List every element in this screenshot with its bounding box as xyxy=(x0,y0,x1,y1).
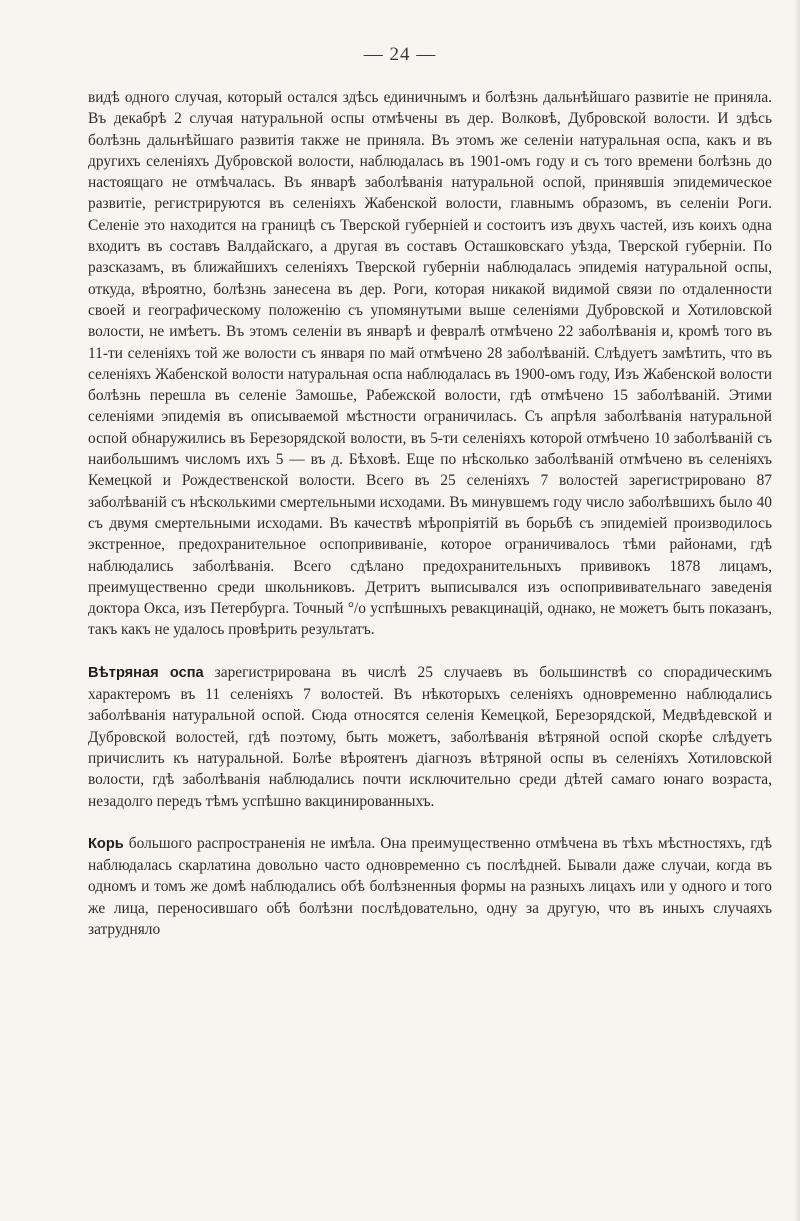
paragraph-smallpox xyxy=(88,87,772,641)
paragraph-chickenpox-heading: Вѣтряная оспа xyxy=(88,664,204,681)
page-edge-shadow xyxy=(794,0,800,1221)
paragraph-smallpox-text: видѣ одного случая, который остался здѣсь единичнымъ и болѣзнь дальнѣйшаго развитіе не приняла. Въ декабрѣ 2 случая натуральной оспы отмѣчены въ дер. Волковѣ, Дубровской волости. И здѣсь болѣзнь дальнѣйшаго развитія также не приняла. Въ этомъ же селеніи натуральная оспа, какъ и въ другихъ селеніяхъ Дубровской волости, наблюдалась въ 1901-омъ году и съ того времени болѣзнь до настоящаго не отмѣчалась. Въ январѣ заболѣванія натуральной оспой, принявшія эпидемическое развитіе, регистрируются въ селеніяхъ Жабенской волости, главнымъ образомъ, въ селеніи Роги. Селеніе это находится на границѣ съ Тверской губерніей и состоитъ изъ двухъ частей, изъ коихъ одна входитъ въ составъ Валдайскаго, а другая въ составъ Осташковскаго уѣзда, Тверской губерніи. По разсказамъ, въ ближайшихъ селеніяхъ Тверской губерніи наблюдалась эпидемія натуральной оспы, откуда, вѣроятно, болѣзнь занесена въ дер. Роги, которая никакой видимой связи по отдаленности своей и географическому положенію съ упомянутыми выше селеніями Дубровской и Хотиловской волости, не имѣетъ. Въ этомъ селеніи въ январѣ и февралѣ отмѣчено 22 заболѣванія и, кромѣ того въ 11-ти селеніяхъ той же волости съ января по май отмѣчено 28 заболѣваній. Слѣдуетъ замѣтить, что въ селеніяхъ Жабенской волости натуральная оспа наблюдалась въ 1900-омъ году, Изъ Жабенской волости болѣзнь перешла въ селеніе Замошье, Рабежской волости, гдѣ отмѣчено 15 заболѣваній. Этими селеніями эпидемія въ описываемой мѣстности ограничилась. Съ апрѣля заболѣванія натуральной оспой обнаружились въ Березорядской волости, въ 5-ти селеніяхъ которой отмѣчено 10 заболѣваній съ наибольшимъ числомъ ихъ 5 — въ д. Бѣховѣ. Еще по нѣсколько заболѣваній отмѣчено въ селеніяхъ Кемецкой и Рождественской волости. Всего въ 25 селеніяхъ 7 волостей зарегистрировано 87 заболѣваній съ нѣсколькими смертельными исходами. Въ минувшемъ году число заболѣвшихъ было 40 съ двумя смертельными исходами. Въ качествѣ мѣропріятій въ борьбѣ съ эпидеміей производилось экстренное, предохранительное оспопрививаніе, которое ограничивалось тѣми районами, гдѣ наблюдались заболѣванія. Всего сдѣлано предохранительныхъ прививокъ 1878 лицамъ, преимущественно среди школьниковъ. Детритъ выписывался изъ оспопрививательнаго заведенія доктора Окса, изъ Петербурга. Точный °/о успѣшныхъ ревакцинацій, однако, не можетъ быть показанъ, такъ какъ не удалось провѣрить результатъ. xyxy=(88,89,772,639)
paragraph-chickenpox xyxy=(88,662,772,812)
paragraph-measles-text: большого распространенія не имѣла. Она преимущественно отмѣчена въ тѣхъ мѣстностяхъ, гдѣ наблюдалась скарлатина довольно часто одновременно съ послѣдней. Бывали даже случаи, когда въ одномъ и томъ же домѣ наблюдались обѣ болѣзненныя формы на разныхъ лицахъ или у одного и того же лица, переносившаго обѣ болѣзни послѣдовательно, одну за другую, что въ иныхъ случаяхъ затрудняло xyxy=(88,834,772,938)
paragraph-measles-heading: Корь xyxy=(88,835,124,852)
body-text xyxy=(88,87,772,940)
paragraph-chickenpox-text: зарегистрирована въ числѣ 25 случаевъ въ большинствѣ со спорадическимъ характеромъ въ 11 селеніяхъ 7 волостей. Въ нѣкоторыхъ селеніяхъ одновременно наблюдались заболѣванія натуральной оспой. Сюда относятся селенія Кемецкой, Березорядской, Медвѣдевской и Дубровской волостей, гдѣ поэтому, быть можетъ, заболѣванія вѣтряной оспой скорѣе слѣдуетъ причислить къ натуральной. Болѣе вѣроятенъ діагнозъ вѣтряной оспы въ селеніяхъ Хотиловской волости, гдѣ заболѣванія наблюдались почти исключительно среди дѣтей самаго юнаго возраста, незадолго передъ тѣмъ успѣшно вакцинированныхъ. xyxy=(88,663,772,810)
paragraph-spacer xyxy=(88,641,772,662)
paragraph-measles xyxy=(88,833,772,940)
paragraph-spacer xyxy=(88,812,772,833)
page-number: — 24 — xyxy=(363,44,437,65)
